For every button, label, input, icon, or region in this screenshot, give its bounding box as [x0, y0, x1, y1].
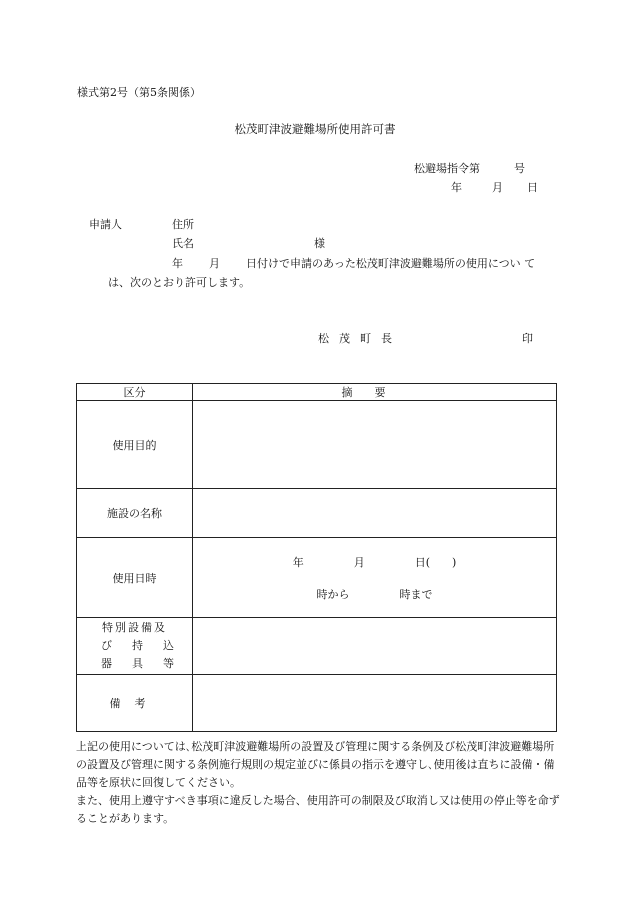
datetime-date-line	[193, 554, 556, 570]
document-date	[451, 181, 538, 194]
datetime-label: 使用日時	[77, 538, 193, 618]
special-equipment-value	[193, 618, 557, 675]
special-char: 込	[163, 639, 174, 652]
purpose-value	[193, 401, 557, 489]
facility-value	[193, 489, 557, 538]
notice-month: 月	[209, 257, 220, 270]
applicant-label: 申請人	[89, 218, 122, 231]
address-label: 住所	[172, 218, 194, 231]
facility-label: 施設の名称	[77, 489, 193, 538]
special-line-1: 特別設備及	[102, 621, 167, 634]
date-day: 日	[527, 181, 538, 194]
notice-year: 年	[172, 257, 183, 270]
footer-notes	[76, 738, 561, 828]
footer-paragraph-1: 上記の使用については､松茂町津波避難場所の設置及び管理に関する条例及び松茂町津波避難場所の設置及び管理に関する条例施行規則の規定並びに係員の指示を遵守し､使用後は直ちに設備・備品等を原状に回復してください。	[76, 740, 555, 789]
form-label: 様式第2号（第5条関係）	[77, 86, 201, 99]
datetime-day: 日( )	[414, 555, 457, 569]
name-label: 氏名	[172, 237, 194, 250]
special-char: 器	[101, 657, 112, 670]
special-char: 持	[132, 639, 143, 652]
remarks-label: 備考	[77, 675, 193, 732]
header-category: 区分	[77, 384, 193, 401]
document-title: 松茂町津波避難場所使用許可書	[234, 122, 396, 136]
notice-rest: 日付けで申請のあった松茂町津波避難場所の使用につい て	[246, 257, 536, 270]
honorific: 様	[314, 237, 325, 250]
table-header-row	[77, 384, 557, 401]
time-to: 時まで	[399, 587, 433, 601]
table-row-special	[77, 618, 557, 675]
datetime-time-line	[193, 586, 556, 602]
date-month: 月	[492, 181, 503, 194]
special-line-3	[77, 655, 192, 673]
datetime-value	[193, 538, 557, 618]
special-char: 等	[163, 657, 174, 670]
purpose-label: 使用目的	[77, 401, 193, 489]
remarks-value	[193, 675, 557, 732]
special-equipment-label	[77, 618, 193, 675]
issuer: 松茂町長	[318, 332, 402, 345]
seal-mark: 印	[522, 332, 533, 345]
datetime-month: 月	[353, 555, 365, 569]
datetime-year: 年	[292, 555, 304, 569]
table-row-remarks	[77, 675, 557, 732]
number-prefix: 松避場指令第	[414, 162, 480, 175]
number-suffix: 号	[514, 162, 525, 175]
table-row-facility	[77, 489, 557, 538]
date-year: 年	[451, 181, 462, 194]
time-from: 時から	[316, 587, 350, 601]
notice-line-1	[172, 257, 535, 270]
special-char: び	[101, 639, 112, 652]
header-summary: 摘要	[193, 384, 557, 401]
footer-paragraph-2: また、使用上遵守すべき事項に違反した場合、使用許可の制限及び取消し又は使用の停止等を命ずることがあります。	[76, 794, 560, 825]
notice-line-2: は、次のとおり許可します。	[108, 276, 251, 289]
table-row-purpose	[77, 401, 557, 489]
document-number	[414, 162, 525, 175]
special-char: 具	[132, 657, 143, 670]
permit-table	[76, 383, 557, 732]
table-row-datetime	[77, 538, 557, 618]
special-line-2	[77, 637, 192, 655]
